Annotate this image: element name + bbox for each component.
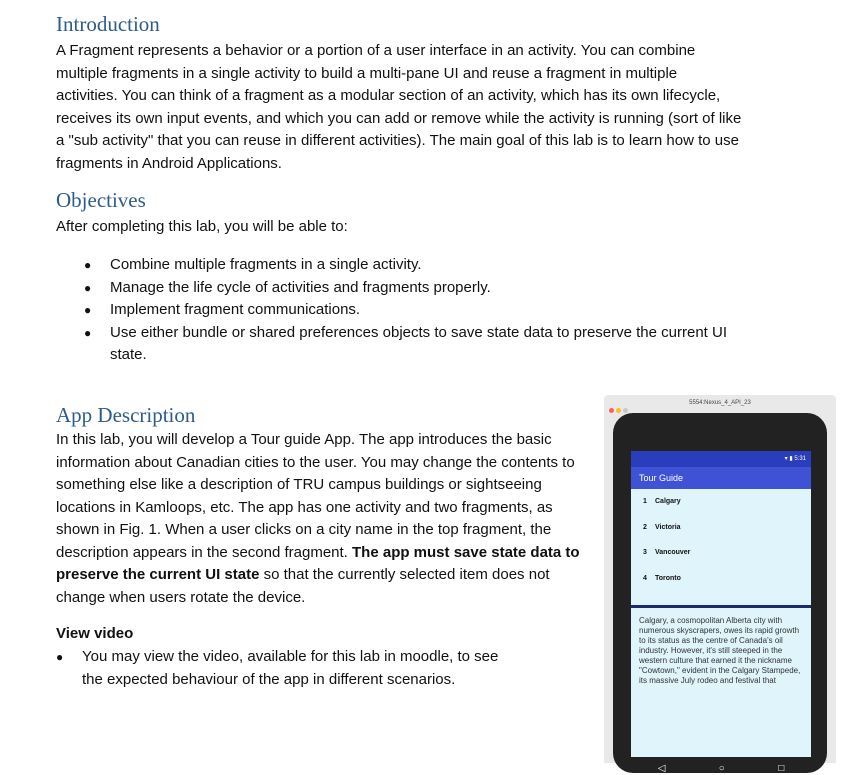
nav-bar [631,761,811,775]
city-description: Calgary, a cosmopolitan Alberta city with numerous skyscrapers, owes its rapid growth to its status as the centre of Canada's oil industry. However, it's still steeped in the western culture that earned it the nickname "Cowtown," evident in the Calgary Stampede, its massive July rodeo and festival that [639,616,801,685]
city-item[interactable]: 3 Vancouver [643,549,691,556]
maximize-icon[interactable] [623,408,628,413]
city-item[interactable]: 4 Toronto [643,574,681,582]
video-list [56,646,498,691]
intro-heading: Introduction [56,12,160,36]
city-item[interactable]: 2 Victoria [643,523,681,531]
view-video-heading: View video [56,625,134,642]
list-item: ● Combine multiple fragments in a single activity. [84,254,727,277]
list-item: ● Manage the life cycle of activities and fragments properly. [84,277,727,300]
objectives-list [84,254,727,367]
intro-paragraph: A Fragment represents a behavior or a portion of a user interface in an activity. You can combine multiple fragments in a single activity to build a multi-pane UI and reuse a fragment in multiple activities. You can think of a fragment as a modular section of an activity, which has its own lifecycle, receives its own input events, and which you can add or remove while the activity is running (sort of like a "sub activity" that you can reuse in different activities). The main goal of this lab is to learn how to use fragments in Android Applications. [56,42,742,172]
emulator-title: 5554:Nexus_4_API_23 [689,400,751,406]
minimize-icon[interactable] [616,408,621,413]
status-bar: ▾ ▮ 5:31 [631,451,811,467]
recents-icon[interactable]: □ [778,762,785,774]
app-title: Tour Guide [631,467,811,489]
app-description-paragraph: In this lab, you will develop a Tour guide App. The app introduces the basic information about Canadian cities to the user. You may change the contents to something else like a description of TRU campus buildings or sightseeing locations in Kamloops, etc. The app has one activity and two fragments, as shown in Fig. 1. When a user clicks on a city name in the top fragment, the description appears in the second fragment. The app must save state data to preserve the current UI state so that the currently selected item does not change when users rotate the device. [56,431,580,606]
list-item: ● You may view the video, available for this lab in moodle, to see [56,646,498,669]
list-item-continuation: the expected behaviour of the app in different scenarios. [82,670,456,688]
back-icon[interactable]: ◁ [657,762,666,774]
app-description-heading: App Description [56,403,196,427]
close-icon[interactable] [609,408,614,413]
objectives-heading: Objectives [56,188,146,212]
phone-screen [631,451,811,757]
city-item[interactable]: 1 Calgary [643,498,681,505]
list-item-continuation: state. [110,346,147,363]
fragment-divider [631,605,811,608]
phone-frame [613,413,827,773]
home-icon[interactable]: ○ [718,762,725,774]
emulator-window [604,395,836,774]
list-item: ● Implement fragment communications. [84,299,727,322]
list-item: ● Use either bundle or shared preferences objects to save state data to preserve the current UI [84,322,727,345]
objectives-lead: After completing this lab, you will be able to: [56,218,348,235]
